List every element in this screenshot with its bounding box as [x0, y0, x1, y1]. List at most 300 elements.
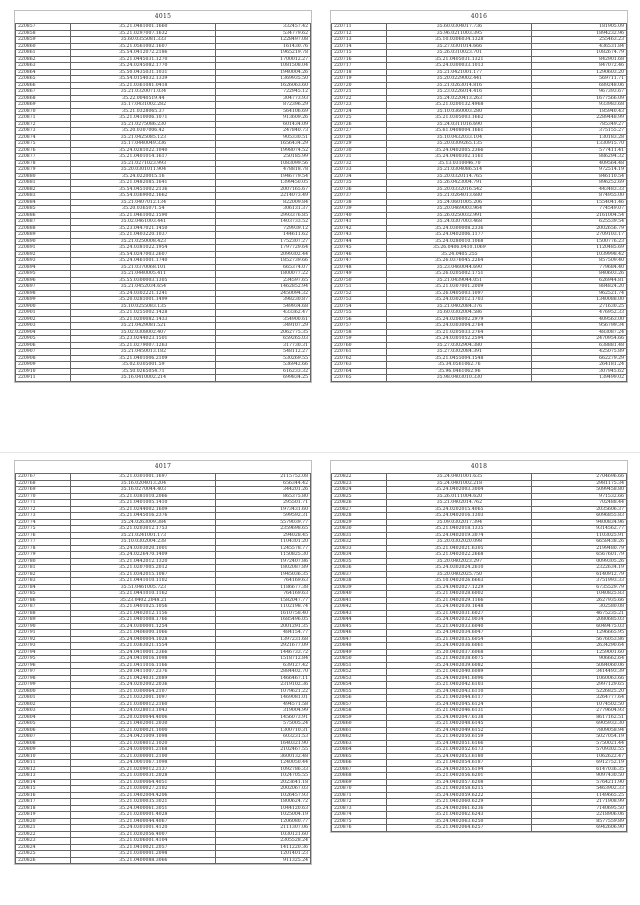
code-cell: 35.24.0001067.1098 — [71, 760, 216, 767]
amount-cell: 1397231.68 — [216, 636, 311, 643]
row-id-cell: 220881 — [16, 180, 71, 187]
amount-cell: 971532.66 — [532, 493, 627, 500]
code-cell: 35.54.0412072.2186 — [71, 50, 216, 57]
amount-cell: 785349.27 — [532, 121, 627, 128]
row-id-cell: 220747 — [332, 258, 387, 265]
amount-cell: 1462852.94 — [216, 284, 311, 291]
row-id-cell: 220872 — [16, 121, 71, 128]
code-cell: 35.21.0200021.1000 — [71, 727, 216, 734]
code-cell: 35.21.0209012.2137 — [71, 766, 216, 773]
amount-cell: 2884402.70 — [216, 669, 311, 676]
amount-cell: 1852739.66 — [216, 258, 311, 265]
amount-cell: 967393.67 — [532, 89, 627, 96]
amount-cell: 307945.62 — [532, 368, 627, 375]
code-cell: 35.21.0401025.1056 — [71, 604, 216, 611]
row-id-cell: 220900 — [16, 303, 71, 310]
code-cell: 35.21.0255002.1428 — [71, 310, 216, 317]
amount-cell: 1026457.93 — [216, 792, 311, 799]
amount-cell: 1240050.44 — [216, 760, 311, 767]
code-cell: 35.24.0307003.468 — [387, 219, 532, 226]
code-cell: 35.24.0410016.1098 — [71, 656, 216, 663]
amount-cell: 896252.69 — [532, 180, 627, 187]
code-cell: 35.24.0402030.1648 — [387, 604, 532, 611]
amount-cell: 9400834.96 — [532, 519, 627, 526]
amount-cell: 1582047.77 — [216, 597, 311, 604]
amount-cell: 1092786.33 — [216, 766, 311, 773]
code-cell: 35.21.0361081.0418 — [71, 82, 216, 89]
code-cell: 35.21.0320071.034 — [71, 89, 216, 96]
code-cell: 35.26.0250032.991 — [387, 212, 532, 219]
row-id-cell: 220862 — [332, 734, 387, 741]
amount-cell: 9097430.50 — [532, 773, 627, 780]
amount-cell: 7140695.50 — [532, 805, 627, 812]
code-cell: 35.21.0402042.6103 — [387, 682, 532, 689]
row-id-cell: 220866 — [16, 82, 71, 89]
amount-cell: 6905933.30 — [532, 721, 627, 728]
amount-cell: 665374.07 — [216, 264, 311, 271]
code-cell: 35.24.0300001.1254 — [71, 623, 216, 630]
amount-cell: 1456073.91 — [216, 714, 311, 721]
row-id-cell: 220774 — [16, 519, 71, 526]
amount-cell: 1060063.66 — [532, 675, 627, 682]
row-id-cell: 220731 — [332, 154, 387, 161]
code-cell: 35.24.0400061.3051 — [71, 805, 216, 812]
row-id-cell: 220863 — [16, 63, 71, 70]
document-sheet-4018 — [330, 460, 628, 833]
row-id-cell: 220831 — [332, 532, 387, 539]
row-id-cell: 220749 — [332, 271, 387, 278]
code-cell: 35.24.0401002.218 — [387, 480, 532, 487]
row-id-cell: 220810 — [16, 753, 71, 760]
row-id-cell: 220771 — [16, 500, 71, 507]
row-id-cell: 220807 — [16, 734, 71, 741]
row-id-cell: 220734 — [332, 173, 387, 180]
code-cell: 35.21.0402050.6159 — [387, 734, 532, 741]
amount-cell: 569711.71 — [532, 76, 627, 83]
amount-cell: 264181.24 — [532, 362, 627, 369]
amount-cell: 1044120.63 — [216, 805, 311, 812]
amount-cell: 304773.93 — [216, 95, 311, 102]
row-id-cell: 220796 — [16, 662, 71, 669]
row-id-cell: 220724 — [332, 108, 387, 115]
row-id-cell: 220864 — [16, 69, 71, 76]
row-id-cell: 220865 — [16, 76, 71, 83]
row-id-cell: 220712 — [332, 30, 387, 37]
row-id-cell: 220817 — [16, 799, 71, 806]
amount-cell: 1025004.19 — [216, 812, 311, 819]
row-id-cell: 220857 — [332, 701, 387, 708]
code-cell: 35.24.0303004.2764 — [387, 323, 532, 330]
code-cell: 35.24.0402034.6047 — [387, 630, 532, 637]
code-cell: 35.21.0445031.1270 — [71, 56, 216, 63]
code-cell: 35.24.0402041.6096 — [387, 675, 532, 682]
code-cell: 35.21.0200035.3021 — [71, 799, 216, 806]
amount-cell: 1083099.56 — [216, 160, 311, 167]
code-cell: 35.21.0400044.4067 — [71, 818, 216, 825]
row-id-cell: 220728 — [332, 134, 387, 141]
amount-cell: 905330.51 — [216, 134, 311, 141]
amount-cell: 0099305.26 — [532, 558, 627, 565]
amount-cell: 2709103.17 — [532, 232, 627, 239]
amount-cell: 3264777.64 — [532, 695, 627, 702]
amount-cell: 425075.89 — [532, 349, 627, 356]
code-cell: 35.24.0401001.635 — [387, 474, 532, 481]
amount-cell: 1120485.69 — [532, 245, 627, 252]
row-id-cell: 220894 — [16, 264, 71, 271]
amount-cell: 857509.40 — [532, 258, 627, 265]
amount-cell: 294028.45 — [216, 532, 311, 539]
row-id-cell: 220812 — [16, 766, 71, 773]
row-id-cell: 220838 — [332, 578, 387, 585]
row-id-cell: 220745 — [332, 245, 387, 252]
amount-cell: 354900.61 — [216, 316, 311, 323]
row-id-cell: 220800 — [16, 688, 71, 695]
code-cell: 35.20.0402037.6068 — [387, 649, 532, 656]
ledger-table — [15, 23, 311, 382]
amount-cell: 2171908.99 — [532, 799, 627, 806]
code-cell: 35.21.0402056.6201 — [387, 773, 532, 780]
code-cell: 35.24.0402027.1229 — [387, 584, 532, 591]
row-id-cell: 220908 — [16, 355, 71, 362]
amount-cell: 181905.09 — [532, 24, 627, 31]
amount-cell: 1752307.27 — [216, 238, 311, 245]
amount-cell: 2111307.06 — [216, 825, 311, 832]
code-cell: 35.21.0264013.680 — [387, 193, 532, 200]
row-id-cell: 220828 — [332, 513, 387, 520]
code-cell: 35.24.0301001.4120 — [71, 825, 216, 832]
code-cell: 35.16.0204013.204 — [71, 480, 216, 487]
amount-cell: 1973431.60 — [216, 506, 311, 513]
code-cell: 35.21.0410006.1071 — [71, 115, 216, 122]
code-cell: 35.21.0200132.4968 — [387, 102, 532, 109]
code-cell: 35.10.0255083.135 — [71, 303, 216, 310]
code-cell: 35.24.0220413.263 — [387, 95, 532, 102]
amount-cell: 764169.63 — [216, 578, 311, 585]
table-row — [16, 375, 311, 382]
amount-cell: 6658438.26 — [532, 539, 627, 546]
code-cell: 35.21.0342015.1087 — [71, 571, 216, 578]
code-cell: 35.21.0402060.6229 — [387, 799, 532, 806]
amount-cell: 319004.99 — [216, 708, 311, 715]
code-cell: 35.21.0406000.1066 — [71, 630, 216, 637]
code-cell: 35.98.0403010.330 — [387, 375, 532, 382]
row-id-cell: 220726 — [332, 121, 387, 128]
row-id-cell: 220840 — [332, 591, 387, 598]
document-sheet-4015 — [14, 10, 312, 383]
row-id-cell: 220764 — [332, 368, 387, 375]
row-id-cell: 220783 — [16, 578, 71, 585]
code-cell: 35.10.0360003.280 — [387, 108, 532, 115]
row-id-cell: 220910 — [16, 368, 71, 375]
amount-cell: 6140912.79 — [532, 571, 627, 578]
code-cell: 35.21.0304086.514 — [387, 167, 532, 174]
amount-cell: 2997129.65 — [532, 682, 627, 689]
code-cell: 35.60.0355081.333 — [71, 37, 216, 44]
amount-cell: 6735529.79 — [532, 584, 627, 591]
amount-cell: 2305528.24 — [216, 838, 311, 845]
code-cell: 35.21.0300001.2098 — [71, 851, 216, 858]
amount-cell: 1965219.78 — [216, 50, 311, 57]
code-cell: 35.24.0381022.1954 — [71, 245, 216, 252]
amount-cell: 271630.25 — [532, 303, 627, 310]
amount-cell: 478818.78 — [216, 167, 311, 174]
row-id-cell: 220751 — [332, 284, 387, 291]
row-id-cell: 220892 — [16, 251, 71, 258]
code-cell: 35.21.0402054.6187 — [387, 760, 532, 767]
row-id-cell: 220911 — [16, 375, 71, 382]
amount-cell: 913609.26 — [216, 115, 311, 122]
row-id-cell: 220769 — [16, 487, 71, 494]
code-cell: 35.21.0332001.1097 — [71, 695, 216, 702]
code-cell: 35.21.0441010.1102 — [71, 578, 216, 585]
code-cell: 35.21.0402021.6305 — [387, 545, 532, 552]
amount-cell: 1411220.36 — [216, 844, 311, 851]
row-id-cell: 220789 — [16, 617, 71, 624]
code-cell: 35.24.0402019.3074 — [387, 532, 532, 539]
row-id-cell: 220732 — [332, 160, 387, 167]
row-id-cell: 220787 — [16, 604, 71, 611]
amount-cell: 436531.84 — [532, 43, 627, 50]
code-cell: 35.26.0406.0410.1069 — [387, 245, 532, 252]
code-cell: 35.10.0306034.1328 — [387, 37, 532, 44]
amount-cell: 6147036.35 — [532, 766, 627, 773]
amount-cell: 846110.54 — [532, 173, 627, 180]
code-cell: 35.21.0407012.134 — [71, 199, 216, 206]
row-id-cell: 220775 — [16, 526, 71, 533]
code-cell: 35.23.0447021.1450 — [71, 225, 216, 232]
code-cell: 35.27.0301014.666 — [387, 43, 532, 50]
code-cell: 35.24.0245082.1770 — [71, 63, 216, 70]
code-cell: 35.24.0461001.1740 — [71, 258, 216, 265]
code-cell: 35.21.0300012.2160 — [71, 701, 216, 708]
row-id-cell: 220805 — [16, 721, 71, 728]
row-id-cell: 220821 — [16, 825, 71, 832]
amount-cell: 626944.81 — [532, 277, 627, 284]
amount-cell: 2981175.34 — [532, 480, 627, 487]
row-id-cell: 220824 — [16, 844, 71, 851]
row-id-cell: 220723 — [332, 102, 387, 109]
code-cell: 35.23.0460044.690 — [387, 264, 532, 271]
code-cell: 35.20.0281001.1499 — [71, 297, 216, 304]
code-cell: 35.21.0442012.1320 — [71, 558, 216, 565]
row-id-cell: 220846 — [332, 630, 387, 637]
code-cell: 35.21.0403220.1037 — [71, 232, 216, 239]
code-cell: 35.02.0305001.59 — [71, 362, 216, 369]
amount-cell: 409564.48 — [532, 160, 627, 167]
amount-cell: 2007165.67 — [216, 186, 311, 193]
code-cell: 35.20.0309265.135 — [387, 141, 532, 148]
row-id-cell: 220857 — [16, 24, 71, 31]
code-cell: 35.21.0402048.6145 — [387, 721, 532, 728]
row-id-cell: 220841 — [332, 597, 387, 604]
row-id-cell: 220801 — [16, 695, 71, 702]
row-id-cell: 220859 — [16, 37, 71, 44]
row-id-cell: 220861 — [332, 727, 387, 734]
code-cell: 35.24.0281022.1040 — [71, 147, 216, 154]
row-id-cell: 220871 — [332, 792, 387, 799]
sheet-title: 4017 — [154, 463, 172, 470]
amount-cell: 2704696.66 — [532, 474, 627, 481]
code-cell: 35.21.0202056.4007 — [71, 831, 216, 838]
code-cell: 35.24.0202002.2036 — [71, 682, 216, 689]
row-id-cell: 220735 — [332, 180, 387, 187]
amount-cell: 599592.31 — [216, 513, 311, 520]
code-cell: 35.21.0402052.6173 — [387, 747, 532, 754]
row-id-cell: 220799 — [16, 682, 71, 689]
amount-cell: 2359698.65 — [216, 526, 311, 533]
code-cell: 35.21.0402046.6131 — [387, 708, 532, 715]
sheet-title: 4018 — [470, 463, 488, 470]
amount-cell: 1040825.83 — [532, 591, 627, 598]
row-id-cell: 220711 — [332, 24, 387, 31]
amount-cell: 1039998.42 — [532, 251, 627, 258]
ledger-table — [331, 473, 627, 832]
code-cell: 35.10.0432033.104 — [387, 134, 532, 141]
code-cell: 35.60.0302004.586 — [387, 310, 532, 317]
code-cell: 35.21.0200082.1433 — [71, 316, 216, 323]
row-id-cell: 220889 — [16, 232, 71, 239]
code-cell: 35.24.0302012.1703 — [387, 297, 532, 304]
amount-cell: 375155.27 — [532, 128, 627, 135]
amount-cell: 699834.25 — [216, 375, 311, 382]
amount-cell: 874955.00 — [532, 193, 627, 200]
code-cell: 35.21.0402062.6243 — [387, 812, 532, 819]
amount-cell: 483087.24 — [532, 329, 627, 336]
code-cell: 35.21.0450013.182 — [71, 349, 216, 356]
code-cell: 35.24.0402061.6236 — [387, 805, 532, 812]
amount-cell: 2289448.99 — [532, 115, 627, 122]
amount-cell: 1640321.90 — [216, 740, 311, 747]
row-id-cell: 220876 — [332, 825, 387, 832]
row-id-cell: 220823 — [332, 480, 387, 487]
row-id-cell: 220721 — [332, 89, 387, 96]
amount-cell: 6942606.90 — [532, 825, 627, 832]
row-id-cell: 220850 — [332, 656, 387, 663]
code-cell: 35.24.0410001.2366 — [71, 649, 216, 656]
amount-cell: 2102467.55 — [216, 747, 311, 754]
row-id-cell: 220795 — [16, 656, 71, 663]
amount-cell: 639127.42 — [216, 662, 311, 669]
row-id-cell: 220727 — [332, 128, 387, 135]
code-cell: 35.96.0211003.395 — [387, 30, 532, 37]
amount-cell: 1998074.52 — [216, 147, 311, 154]
code-cell: 35.21.0307001.2009 — [387, 284, 532, 291]
amount-cell: 1206080.77 — [216, 818, 311, 825]
row-id-cell: 220819 — [16, 812, 71, 819]
row-id-cell: 220862 — [16, 56, 71, 63]
row-id-cell: 220859 — [332, 714, 387, 721]
amount-cell: 536942.66 — [216, 362, 311, 369]
amount-cell: 842901.68 — [532, 56, 627, 63]
row-id-cell: 220861 — [16, 50, 71, 57]
code-cell: 35.54.0154032.1339 — [71, 76, 216, 83]
amount-cell: 130183.28 — [532, 134, 627, 141]
amount-cell: 2993376.85 — [216, 212, 311, 219]
code-cell: 35.27.0302084.391 — [387, 349, 532, 356]
amount-cell: 2099302.44 — [216, 251, 311, 258]
code-cell: 35.20.0200044.4006 — [71, 714, 216, 721]
amount-cell: 5099458.80 — [532, 487, 627, 494]
amount-cell: 1466467.11 — [216, 675, 311, 682]
amount-cell: 933983.68 — [532, 102, 627, 109]
amount-cell: 332457.42 — [216, 24, 311, 31]
amount-cell: 1610758.40 — [216, 610, 311, 617]
row-id-cell: 220715 — [332, 50, 387, 57]
row-id-cell: 220832 — [332, 539, 387, 546]
amount-cell: 494571.58 — [216, 701, 311, 708]
code-cell: 35.21.0424031.2089 — [71, 675, 216, 682]
amount-cell: 6096855.83 — [532, 513, 627, 520]
row-id-cell: 220888 — [16, 225, 71, 232]
amount-cell: 656344.42 — [216, 480, 311, 487]
row-id-cell: 220851 — [332, 662, 387, 669]
code-cell: 35.24.0405.255 — [387, 251, 532, 258]
row-id-cell: 220853 — [332, 675, 387, 682]
row-id-cell: 220822 — [332, 474, 387, 481]
code-cell: 35.24.0302221.1241 — [71, 290, 216, 297]
amount-cell: 1500776.23 — [532, 238, 627, 245]
row-id-cell: 220869 — [16, 102, 71, 109]
code-cell: 35.21.0410021.2057 — [71, 844, 216, 851]
code-cell: 35.21.0402038.6075 — [387, 656, 532, 663]
row-id-cell: 220827 — [332, 506, 387, 513]
code-cell: 35.21.0401005.1410 — [71, 500, 216, 507]
amount-cell: 1945036.35 — [216, 571, 311, 578]
amount-cell: 2161004.54 — [532, 212, 627, 219]
code-cell: 35.21.0400088.3066 — [71, 857, 216, 864]
code-cell: 35.21.0445016.2376 — [71, 513, 216, 520]
amount-cell: 2023641.18 — [216, 779, 311, 786]
amount-cell: 1800624.72 — [216, 799, 311, 806]
amount-cell: 884824.20 — [532, 284, 627, 291]
amount-cell: 1082674.79 — [532, 50, 627, 57]
amount-cell: 144611.62 — [216, 232, 311, 239]
row-id-cell: 220874 — [16, 134, 71, 141]
amount-cell: 6567601.79 — [532, 552, 627, 559]
code-cell: 35.21.0402022.2668 — [387, 552, 532, 559]
row-id-cell: 220744 — [332, 238, 387, 245]
row-id-cell: 220826 — [332, 500, 387, 507]
row-id-cell: 220902 — [16, 316, 71, 323]
code-cell: 35.21.0308012.1020 — [71, 740, 216, 747]
row-id-cell: 220877 — [16, 154, 71, 161]
row-id-cell: 220844 — [332, 617, 387, 624]
row-id-cell: 220794 — [16, 649, 71, 656]
row-id-cell: 220806 — [16, 727, 71, 734]
row-id-cell: 220901 — [16, 310, 71, 317]
code-cell: 35.23.0244023.1501 — [71, 336, 216, 343]
amount-cell: 247840.73 — [216, 128, 311, 135]
code-cell: 35.50.0265054.71 — [71, 368, 216, 375]
code-cell: 35.21.0402029.1166 — [387, 597, 532, 604]
amount-cell: 549934.68 — [216, 303, 311, 310]
row-id-cell: 220907 — [16, 349, 71, 356]
row-id-cell: 220743 — [332, 232, 387, 239]
code-cell: 35.24.0263009.384 — [71, 519, 216, 526]
amount-cell: 1330915.70 — [532, 141, 627, 148]
row-id-cell: 220826 — [16, 857, 71, 864]
amount-cell: 1677566.09 — [532, 95, 627, 102]
row-id-cell: 220793 — [16, 643, 71, 650]
code-cell: 35.21.0425085.123 — [71, 134, 216, 141]
amount-cell: 956799.34 — [532, 323, 627, 330]
amount-cell: 1296665.95 — [532, 630, 627, 637]
amount-cell: 1685496.05 — [216, 617, 311, 624]
code-cell: 35.24.0300008.2336 — [387, 225, 532, 232]
amount-cell: 774549.07 — [532, 206, 627, 213]
code-cell: 35.21.0263014.816 — [387, 82, 532, 89]
amount-cell: 1399450.05 — [216, 180, 311, 187]
